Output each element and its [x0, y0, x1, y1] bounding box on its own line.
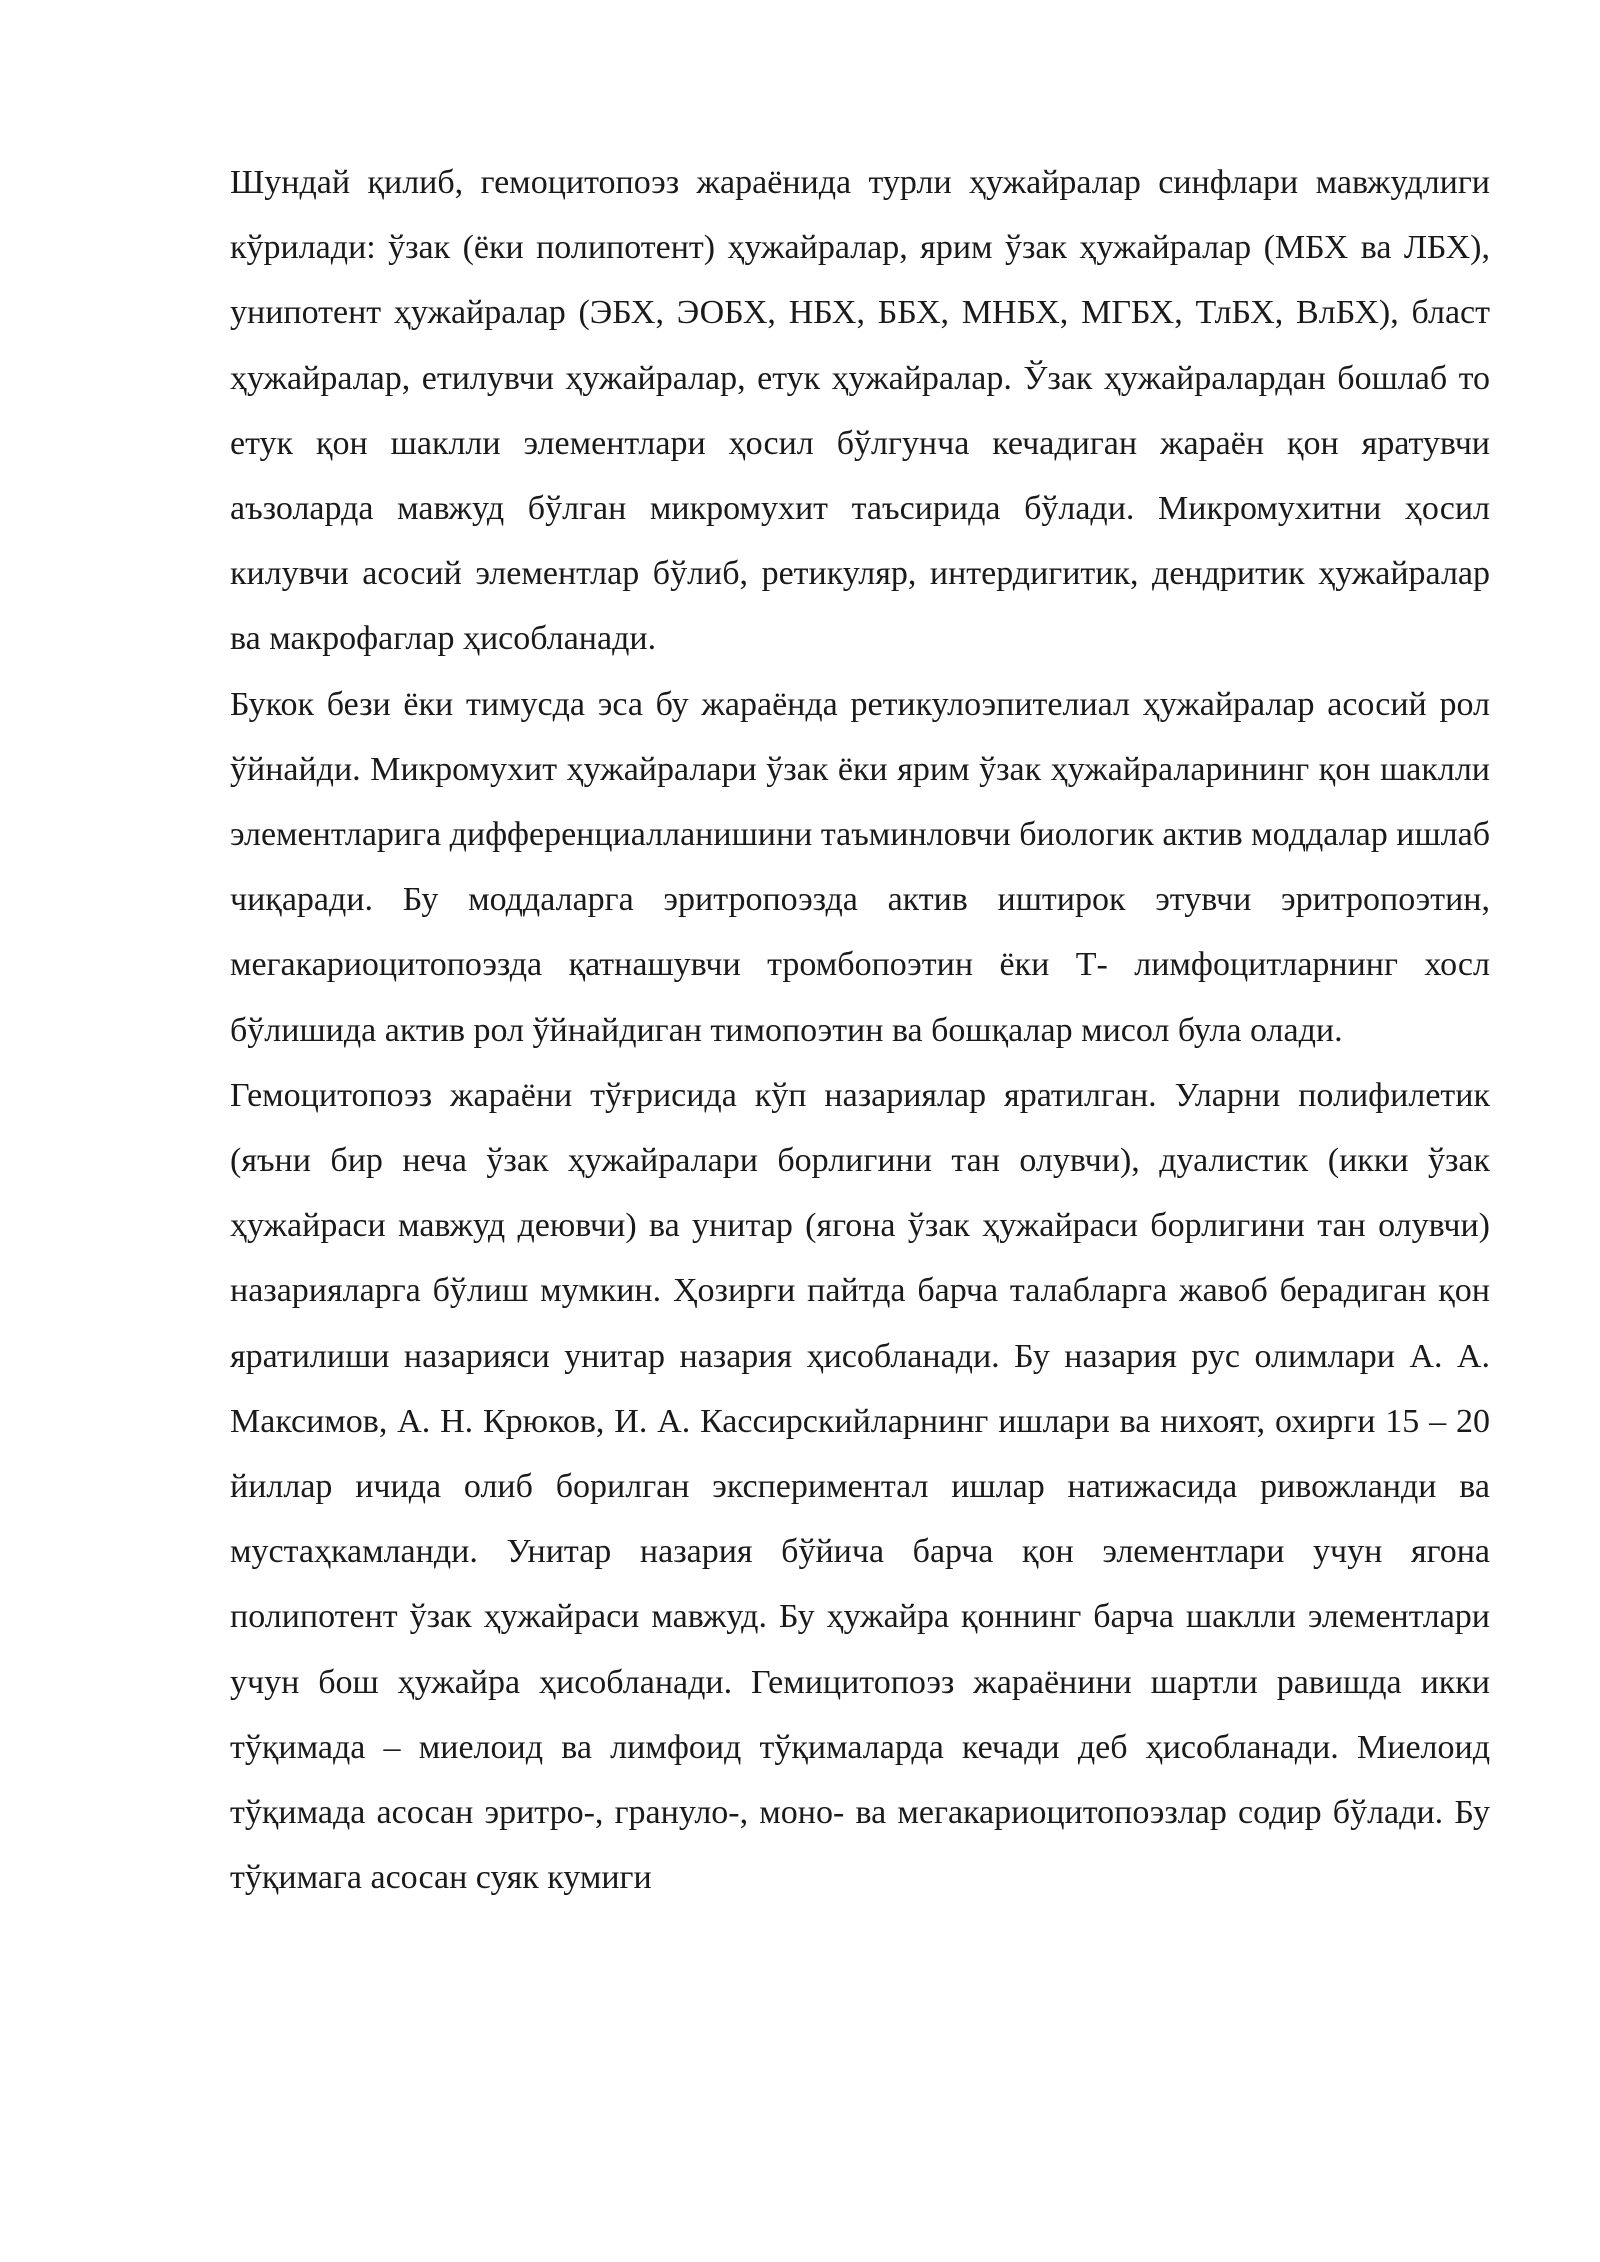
- paragraph: Букок бези ёки тимусда эса бу жараёнда ретикулоэпителиал ҳужайралар асосий рол ўйнайди. Микромухит ҳужайралари ўзак ёки ярим ўзак ҳужайраларининг қон шаклли элементларига дифференциалланишини таъминловчи биологик актив моддалар ишлаб чиқаради. Бу моддаларга эритропоэзда актив иштирок этувчи эритропоэтин, мегакариоцитопоэзда қатнашувчи тромбопоэтин ёки Т- лимфоцитларнинг хосл бўлишида актив рол ўйнайдиган тимопоэтин ва бошқалар мисол була олади.: [230, 685, 1490, 1049]
- document-body: [230, 150, 1490, 1910]
- paragraph: Гемоцитопоэз жараёни тўғрисида кўп назариялар яратилган. Уларни полифилетик (яъни бир неча ўзак ҳужайралари борлигини тан олувчи), дуалистик (икки ўзак ҳужайраси мавжуд деювчи) ва унитар (ягона ўзак ҳужайраси борлигини тан олувчи) назарияларга бўлиш мумкин. Ҳозирги пайтда барча талабларга жавоб берадиган қон яратилиши назарияси унитар назария ҳисобланади. Бу назария рус олимлари А. А. Максимов, А. Н. Крюков, И. А. Кассирскийларнинг ишлари ва нихоят, охирги 15 – 20 йиллар ичида олиб борилган экспериментал ишлар натижасида ривожланди ва мустаҳкамланди. Унитар назария бўйича барча қон элементлари учун ягона полипотент ўзак ҳужайраси мавжуд. Бу ҳужайра қоннинг барча шаклли элементлари учун бош ҳужайра ҳисобланади. Гемицитопоэз жараёнини шартли равишда икки тўқимада – миелоид ва лимфоид тўқималарда кечади деб ҳисобланади. Миелоид тўқимада асосан эритро-, грануло-, моно- ва мегакариоцитопоэзлар содир бўлади. Бу тўқимага асосан суяк кумиги: [230, 1076, 1490, 1897]
- paragraph: Шундай қилиб, гемоцитопоэз жараёнида турли ҳужайралар синфлари мавжудлиги кўрилади: ўзак (ёки полипотент) ҳужайралар, ярим ўзак ҳужайралар (МБХ ва ЛБХ), унипотент ҳужайралар (ЭБХ, ЭОБХ, НБХ, ББХ, МНБХ, МГБХ, ТлБХ, ВлБХ), бласт ҳужайралар, етилувчи ҳужайралар, етук ҳужайралар. Ўзак ҳужайралардан бошлаб то етук қон шаклли элементлари ҳосил бўлгунча кечадиган жараён қон яратувчи аъзоларда мавжуд бўлган микромухит таъсирида бўлади. Микромухитни ҳосил килувчи асосий элементлар бўлиб, ретикуляр, интердигитик, дендритик ҳужайралар ва макрофаглар ҳисобланади.: [230, 164, 1490, 658]
